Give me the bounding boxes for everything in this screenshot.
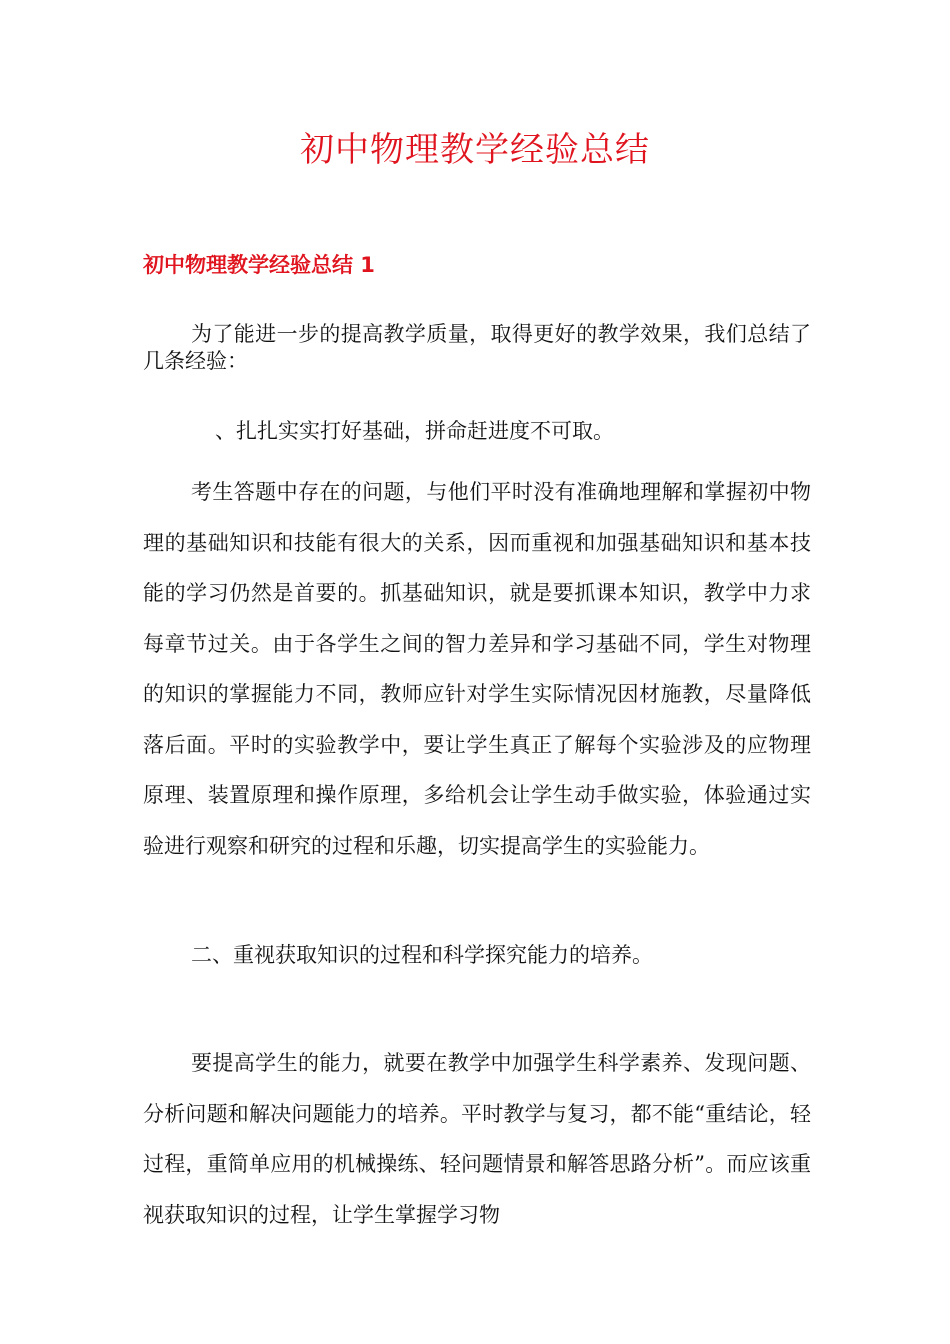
intro-paragraph: 为了能进一步的提高教学质量，取得更好的教学效果，我们总结了几条经验： bbox=[143, 322, 811, 373]
document-title: 初中物理教学经验总结 bbox=[300, 130, 650, 170]
point-one-body-paragraph: 考生答题中存在的问题，与他们平时没有准确地理解和掌握初中物理的基础知识和技能有很大的关系，因而重视和加强基础知识和基本技能的学习仍然是首要的。抓基础知识，就是要抓课本知识，教学中力求每章节过关。由于各学生之间的智力差异和学习基础不同，学生对物理的知识的掌握能力不同，教师应针对学生实际情况因材施教，尽量降低落后面。平时的实验教学中，要让学生真正了解每个实验涉及的应物理原理、装置原理和操作原理，多给机会让学生动手做实验，体验通过实验进行观察和研究的过程和乐趣，切实提高学生的实验能力。 bbox=[143, 480, 811, 858]
point-one-heading: 、扎扎实实打好基础，拼命赶进度不可取。 bbox=[215, 419, 614, 443]
section-heading: 初中物理教学经验总结 1 bbox=[143, 253, 375, 277]
point-two-body-paragraph: 要提高学生的能力，就要在教学中加强学生科学素养、发现问题、分析问题和解决问题能力的培养。平时教学与复习，都不能“重结论，轻过程，重简单应用的机械操练、轻问题情景和解答思路分析”。而应该重视获取知识的过程，让学生掌握学习物 bbox=[143, 1051, 811, 1227]
point-two-heading: 二、重视获取知识的过程和科学探究能力的培养。 bbox=[191, 943, 653, 967]
